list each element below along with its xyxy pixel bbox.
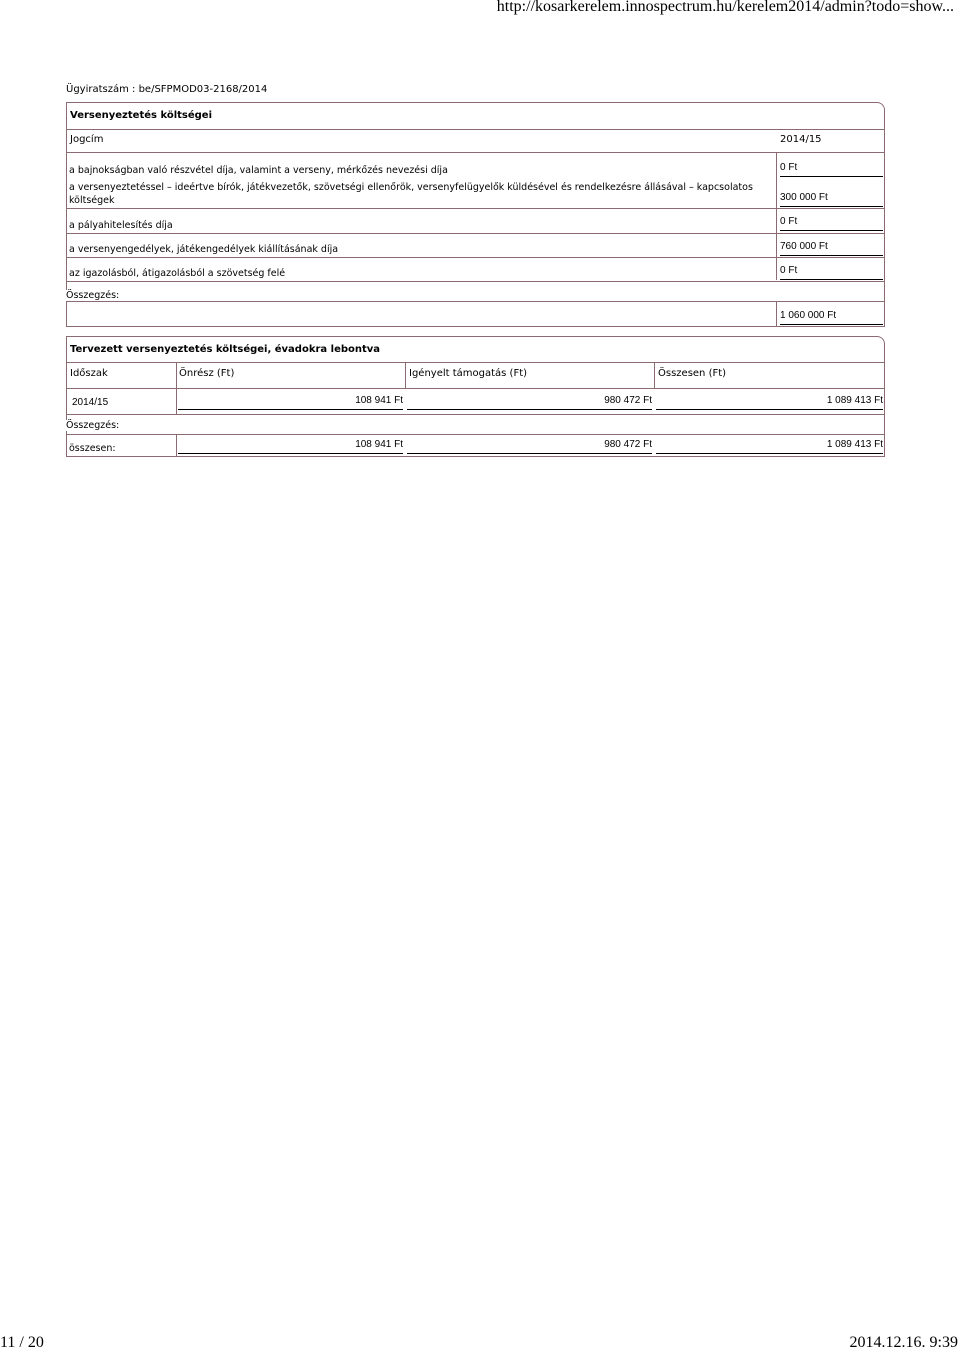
cost-row-value: 0 Ft <box>780 162 883 177</box>
divider <box>654 363 655 388</box>
divider <box>776 153 777 280</box>
cost-row-label-cont: költségek <box>69 195 115 206</box>
cost-row-value: 300 000 Ft <box>780 192 883 207</box>
divider <box>66 152 885 153</box>
planned-total-total: 1 089 413 Ft <box>656 439 883 454</box>
divider <box>176 363 177 388</box>
col-osszesen: Összesen (Ft) <box>658 368 727 379</box>
costs-table <box>66 129 885 327</box>
divider <box>405 363 406 388</box>
page-url: http://kosarkerelem.innospectrum.hu/kerelem2014/admin?todo=show... <box>496 0 954 15</box>
planned-total-value: 1 089 413 Ft <box>656 395 883 410</box>
divider <box>176 434 177 457</box>
col-onresz: Önrész (Ft) <box>179 368 235 379</box>
planned-requested-value: 980 472 Ft <box>407 395 652 410</box>
cost-row-label: a pályahitelesítés díja <box>69 220 173 231</box>
planned-summary-label: Összegzés: <box>66 420 122 431</box>
divider <box>66 281 885 282</box>
planned-total-requested: 980 472 Ft <box>407 439 652 454</box>
cost-row-label: a bajnokságban való részvétel díja, valamint a verseny, mérkőzés nevezési díja <box>69 165 448 176</box>
cost-row-value: 760 000 Ft <box>780 241 883 256</box>
col-season: 2014/15 <box>780 134 822 145</box>
cost-row-value: 0 Ft <box>780 265 883 280</box>
cost-row-value: 0 Ft <box>780 216 883 231</box>
col-igenyelt: Igényelt támogatás (Ft) <box>409 368 528 379</box>
divider <box>66 233 885 234</box>
document-number: Ügyiratszám : be/SFPMOD03-2168/2014 <box>66 84 268 95</box>
cost-row-label: a versenyengedélyek, játékengedélyek kiállításának díja <box>69 244 339 255</box>
planned-title: Tervezett versenyeztetés költségei, évadokra lebontva <box>70 344 381 355</box>
divider <box>66 301 885 302</box>
planned-period: 2014/15 <box>72 397 109 408</box>
divider <box>66 434 885 435</box>
costs-title: Versenyeztetés költségei <box>70 110 213 121</box>
divider <box>66 257 885 258</box>
divider <box>66 388 885 389</box>
costs-summary-label: Összegzés: <box>66 290 122 301</box>
cost-row-label: a versenyeztetéssel – ideértve bírók, játékvezetők, szövetségi ellenőrök, versenyfelügyelők küldésével és rendelkezésre állásával – kapcsolatos <box>69 182 753 193</box>
planned-own-value: 108 941 Ft <box>178 395 403 410</box>
cost-row-label: az igazolásból, átigazolásból a szövetség felé <box>69 268 286 279</box>
divider <box>776 302 777 327</box>
col-idoszak: Időszak <box>70 368 108 379</box>
print-timestamp: 2014.12.16. 9:39 <box>849 1334 958 1351</box>
divider <box>66 414 885 415</box>
divider <box>176 389 177 414</box>
page-number: 11 / 20 <box>0 1334 44 1351</box>
col-jogcim: Jogcím <box>70 134 104 145</box>
divider <box>66 208 885 209</box>
planned-total-label: összesen: <box>69 443 116 454</box>
planned-total-own: 108 941 Ft <box>178 439 403 454</box>
costs-summary-value: 1 060 000 Ft <box>780 310 883 325</box>
